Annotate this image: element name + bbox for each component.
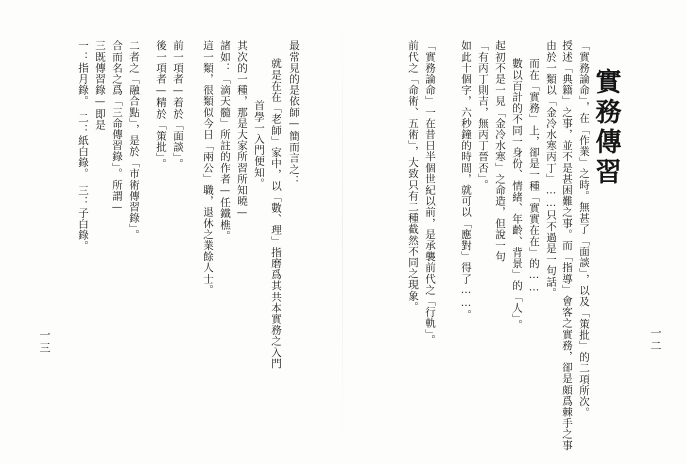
right-paragraph-8: 如此十個字，六秒鐘的時間，就可以「應對」得了……。 bbox=[460, 40, 472, 321]
left-paragraph-9: 二者之「融合點」，是於「市術傳習錄」。 bbox=[128, 40, 140, 241]
right-page-number: 一二 bbox=[649, 327, 662, 353]
left-paragraph-5: 諸如：「滴天髓」所註的作者—任鐵樵。 bbox=[219, 40, 231, 242]
right-paragraph-6: 起初不是一見「金冷水寒」之命造，但說一句 bbox=[494, 40, 506, 262]
right-paragraph-2: 授述「典籍」之事，並不是甚困難之事。而「指導」會客之實務，卻是頗爲棘手之事 bbox=[561, 40, 573, 451]
left-paragraph-2: 就是在在「老師」家中，以「數、理」指磨爲其共本實務之入門 bbox=[270, 58, 282, 369]
left-paragraph-3: 首學一入門便知。 bbox=[253, 100, 265, 189]
right-paragraph-3: 由於一類以「金冷水寒丙丁」……只不過是一句話。 bbox=[545, 40, 557, 299]
right-paragraph-4: 而在「實務」上，卻是一種「實實在在」的…… bbox=[528, 58, 540, 295]
page-fold bbox=[342, 10, 343, 454]
left-paragraph-1: 最常見的是依師—簡而言之： bbox=[288, 40, 300, 186]
left-page-number: 一三 bbox=[38, 329, 51, 355]
left-paragraph-7: 前一項者—着於「面談」。 bbox=[172, 40, 184, 170]
right-paragraph-5: 數以百計的不同一身份、情緒、年齡、背景」的「人」。 bbox=[511, 58, 523, 331]
left-paragraph-8: 後一項者—精於「策批」。 bbox=[155, 40, 167, 170]
right-paragraph-9: 「實務論命」一在昔日半個世紀以前，是承襲前代之「行軌」。 bbox=[424, 40, 436, 346]
left-paragraph-11: 三既傳習錄—即是 bbox=[94, 40, 106, 131]
right-paragraph-7: 「有丙丁則吉，無丙丁晉否」。 bbox=[477, 40, 489, 191]
left-paragraph-4: 其次的一種，那是大家所習所知曉— bbox=[236, 40, 248, 220]
left-paragraph-12: 一：指月錄。 二：紙白錄。 三：子白錄。 bbox=[77, 40, 89, 252]
chapter-title: 實務傳習 bbox=[591, 68, 621, 188]
left-paragraph-6: 這一類，很類似今日「兩公」職，退休之業餘人士。 bbox=[202, 40, 214, 296]
left-paragraph-10: 合而名之爲「三命傳習錄」。所謂— bbox=[111, 40, 123, 214]
right-paragraph-10: 前代之「命術、五術」，大致只有二種截然不同之現象。 bbox=[407, 40, 419, 313]
right-paragraph-1: 「實務論命」，在「作業」之時。無甚了「面談」，以及「策批」的二項所次。 bbox=[578, 40, 590, 418]
